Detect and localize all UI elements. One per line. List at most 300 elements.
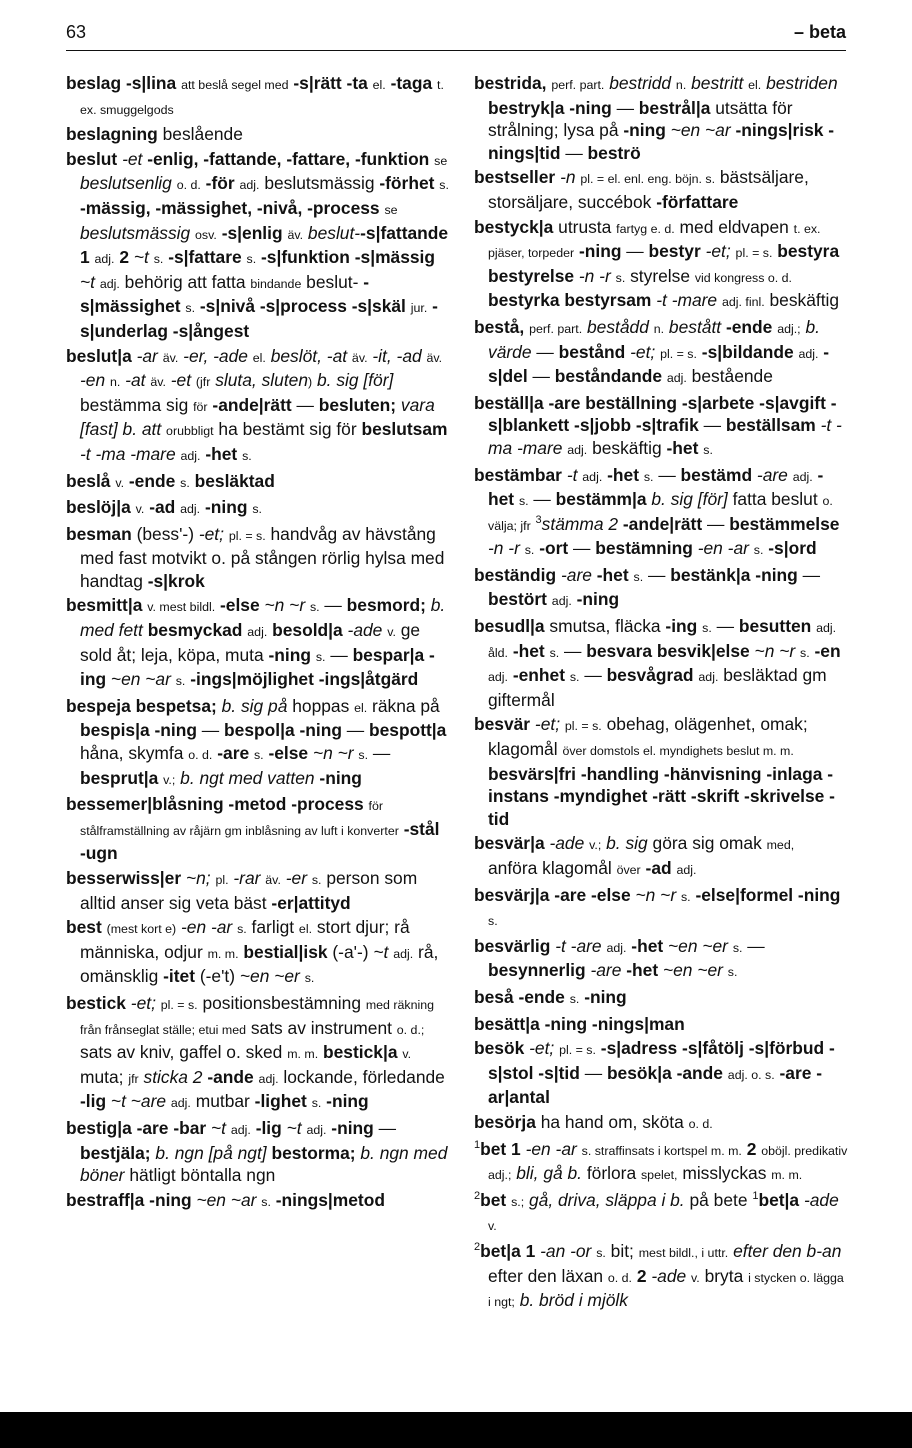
italic-text: -at	[125, 370, 146, 391]
headword-text: -s|adress -s|fåtölj -s|förbud -s|stol -s|tid	[488, 1038, 835, 1083]
headword-text: besold|a	[272, 620, 343, 641]
small-note-text: n.	[653, 321, 665, 336]
dictionary-entry	[474, 1037, 848, 1109]
small-note-text: s. straffinsats i kortspel m. m.	[581, 1143, 742, 1158]
headword-text: -s|krok	[147, 570, 205, 591]
headword-text: -s|bildande	[701, 341, 794, 362]
headword-text: -ings|möjlighet -ings|åtgärd	[190, 669, 419, 690]
headword-text: -else|formel -ning	[695, 884, 841, 905]
small-note-text: n.	[675, 78, 687, 92]
entry-text: sats av instrument	[246, 1017, 397, 1038]
headword-text: bestial|isk	[243, 941, 328, 962]
headword-text: -enhet	[512, 665, 566, 686]
headword-text: -s|mässighet	[80, 271, 370, 317]
headword-text: bessemer|blåsning -metod -process	[66, 794, 364, 815]
headword-text: bestämm|a	[555, 489, 647, 510]
homonym-number: 3	[535, 513, 542, 526]
small-note-text: jfr	[128, 1071, 139, 1086]
entry-text: farligt	[246, 917, 299, 938]
small-note-text: t. ex. pjäser, torpeder	[488, 221, 821, 261]
italic-text: -t -ma -mare	[80, 443, 176, 464]
italic-text: -are	[560, 564, 592, 585]
headword-text: bespol|a -ning	[224, 720, 342, 741]
headword-text: bestämbar	[474, 464, 562, 485]
italic-text: -an -or	[540, 1240, 592, 1261]
headword-text: -nings|metod	[275, 1189, 385, 1210]
entry-text: beslutsmässig	[259, 173, 380, 194]
italic-text: ~en ~ar	[670, 120, 731, 141]
entry-text: styrelse	[625, 265, 695, 286]
small-note-text: äv.	[351, 350, 368, 365]
headword-text: beså -ende	[474, 986, 565, 1007]
entry-text: hätligt böntalla ngn	[124, 1165, 276, 1186]
small-note-text: s.	[439, 178, 449, 193]
headword-text: beslut|a	[66, 345, 132, 366]
small-note-text: för	[193, 399, 208, 414]
small-note-text: s.	[309, 600, 320, 615]
small-note-text: adj.	[798, 346, 819, 361]
italic-text: -er	[285, 868, 307, 888]
italic-text: b. ngn [på ngt]	[155, 1142, 267, 1163]
small-note-text: v. mest bildl.	[147, 600, 216, 615]
small-note-text: s.	[185, 301, 196, 316]
entry-text: (-a'-)	[327, 941, 374, 962]
headword-text: beslut	[66, 148, 118, 169]
small-note-text: perf. part.	[551, 78, 605, 92]
headword-text: bestick|a	[323, 1042, 398, 1063]
entry-text: —	[579, 1062, 607, 1083]
entry-text: —	[797, 564, 821, 585]
headword-text: beslå	[66, 470, 111, 491]
small-note-text: (jfr	[195, 375, 211, 390]
headword-text: -het	[626, 960, 659, 981]
entry-text: —	[742, 935, 765, 956]
small-note-text: t. ex. smuggelgods	[80, 78, 444, 117]
small-note-text: o. d.	[188, 748, 213, 763]
small-note-text: s.	[311, 1096, 322, 1111]
entry-text: mutbar	[190, 1091, 255, 1112]
italic-text: -n	[560, 167, 576, 188]
entry-text: misslyckas	[677, 1163, 772, 1184]
headword-text: besläktad	[194, 470, 275, 491]
entry-text: handvåg av hävstång med fast motvikt o. på stången rörlig hylsa med handtag	[80, 523, 445, 591]
entry-text: —	[698, 415, 726, 436]
small-note-text: över	[616, 863, 641, 877]
headword-text: -taga	[390, 73, 433, 93]
entry-text: beskäftig	[764, 290, 840, 311]
small-note-text: pl. = s.	[735, 246, 773, 261]
headword-text: -s|del	[488, 341, 830, 387]
italic-text: -en	[80, 370, 106, 391]
small-note-text: jur.	[410, 301, 428, 316]
small-note-text: pl. = s.	[228, 528, 266, 543]
entry-text: göra sig omak	[647, 833, 767, 854]
scan-border	[0, 1412, 912, 1448]
entry-text: muta;	[80, 1066, 129, 1087]
headword-text: bestå,	[474, 316, 525, 337]
headword-text: -ning	[204, 497, 248, 518]
headword-text: bet|a	[758, 1189, 800, 1210]
italic-text: efter den b-an	[733, 1240, 842, 1261]
entry-text: (bess'-)	[131, 523, 199, 544]
italic-text: ~n;	[185, 868, 211, 888]
dictionary-entry	[474, 1138, 848, 1187]
dictionary-entry	[474, 1240, 848, 1314]
small-note-text: för stålframställning av råjärn gm inblåsning av luft i konverter	[80, 799, 399, 838]
small-note-text: äv.	[162, 350, 179, 365]
headword-text: -ende	[128, 470, 176, 491]
small-note-text: adj.	[582, 469, 603, 484]
italic-text: -rar	[233, 868, 261, 888]
small-note-text: s.	[315, 649, 326, 664]
entry-text: —	[653, 464, 681, 485]
headword-text: -het	[607, 464, 639, 485]
entry-text: hoppas	[287, 695, 355, 716]
italic-text: bestriden	[766, 73, 838, 93]
homonym-number: 2	[474, 1189, 481, 1202]
headword-text: -het	[512, 640, 545, 661]
entry-text: —	[711, 616, 739, 637]
entry-text: —	[528, 489, 556, 510]
small-note-text: pl. = s.	[160, 997, 198, 1012]
dictionary-entry	[66, 123, 450, 146]
italic-text: b. bröd i mjölk	[519, 1290, 628, 1311]
headword-text: 2	[119, 247, 130, 268]
small-note-text: orubbligt	[166, 424, 214, 439]
entry-text: —	[702, 513, 730, 534]
entry-text: håna, skymfa	[80, 743, 189, 764]
small-note-text: s.	[703, 442, 713, 457]
small-note-text: se	[434, 153, 448, 168]
entry-text: bit;	[605, 1240, 639, 1261]
entry-text: —	[560, 142, 588, 163]
headword-text: -het	[631, 935, 664, 956]
page-number: 63	[66, 22, 87, 42]
headword-text: besudl|a	[474, 616, 545, 637]
headword-text: besvärs|fri -handling -hänvisning -inlaga -instans -myndighet -rätt -skrift -skrivelse -tid	[488, 763, 835, 829]
dictionary-entry	[66, 470, 450, 495]
headword-text: beslöj|a	[66, 497, 131, 518]
headword-text: beslag	[66, 73, 122, 93]
small-note-text: s.	[488, 914, 498, 929]
small-note-text: s.	[569, 991, 580, 1006]
entry-text: ge sold åt; leja, köpa, muta	[80, 620, 421, 665]
entry-text: person som alltid anser sig veta bäst	[80, 868, 418, 913]
italic-text: b. ngt med vatten	[180, 767, 315, 788]
small-note-text: s.	[633, 569, 644, 584]
small-note-text: v.	[115, 475, 125, 490]
entry-text: sats av kniv, gaffel o. sked	[80, 1042, 288, 1063]
headword-text: bestryk|a -ning	[488, 97, 612, 118]
dictionary-entry	[66, 695, 450, 791]
headword-text: bestänk|a -ning	[670, 564, 798, 585]
small-note-text: adj.	[698, 670, 719, 685]
small-note-text: osv.	[195, 227, 217, 242]
small-note-text: el.	[354, 700, 368, 715]
small-note-text: över domstols el. myndighets beslut m. m.	[562, 744, 794, 759]
headword-text: besätt|a -ning -nings|man	[474, 1013, 685, 1034]
headword-text: -s|underlag -s|ångest	[80, 296, 438, 341]
headword-text: bespis|a -ning	[80, 720, 197, 741]
small-note-text: adj.	[258, 1071, 279, 1086]
italic-text: ~en ~ar	[110, 669, 171, 690]
dictionary-entry	[66, 793, 450, 865]
small-note-text: pl.	[215, 873, 229, 887]
small-note-text: el.	[748, 78, 762, 92]
headword-text: -mässig, -mässighet, -nivå, -process	[80, 197, 380, 218]
headword-text: bespar|a -ing	[80, 644, 435, 690]
headword-text: besmitt|a	[66, 595, 143, 616]
small-note-text: pl. = el. enl. eng. böjn. s.	[580, 172, 716, 187]
header-rule	[66, 50, 846, 51]
entry-text: rå, omänsklig	[80, 941, 439, 987]
small-note-text: el.	[372, 78, 386, 92]
dictionary-entry	[474, 464, 848, 562]
small-note-text: s.	[261, 1194, 271, 1209]
dictionary-entry	[474, 1013, 848, 1036]
entry-text: bestående	[686, 366, 773, 387]
small-note-text: s.	[518, 494, 529, 509]
entry-text: —	[325, 644, 353, 665]
headword-text: bestseller	[474, 167, 556, 188]
entry-text: lockande, förledande	[278, 1066, 445, 1087]
entry-text: beskäftig	[587, 437, 667, 458]
dictionary-entry	[474, 316, 848, 390]
italic-text: ~t	[286, 1117, 302, 1138]
italic-text: b. sig [för]	[317, 370, 394, 391]
italic-text: -et;	[630, 341, 656, 362]
small-note-text: adj.	[239, 178, 260, 193]
headword-text: -het	[488, 464, 824, 510]
entry-text: —	[291, 394, 319, 415]
entry-text: smutsa, fläcka	[544, 616, 666, 637]
italic-text: b. sig på	[221, 695, 288, 716]
italic-text: -are	[756, 464, 788, 485]
italic-text: -et;	[130, 992, 156, 1013]
italic-text: beslut-	[307, 222, 361, 243]
dictionary-entry	[474, 392, 848, 462]
entry-text: —	[373, 1117, 397, 1138]
headword-text: -ning	[319, 767, 362, 788]
headword-text: besluten;	[318, 394, 397, 415]
headword-text: bestick	[66, 992, 126, 1013]
headword-text: -het	[596, 564, 629, 585]
headword-text: -are -ar|antal	[488, 1062, 823, 1108]
italic-text: -ar	[136, 345, 158, 366]
italic-text: -ade	[347, 620, 383, 641]
small-note-text: adj.	[551, 594, 572, 609]
entry-text: anföra klagomål	[488, 858, 617, 878]
headword-text: bestyr	[648, 241, 701, 262]
italic-text: ~n ~r	[635, 884, 677, 905]
dictionary-entry	[66, 594, 450, 692]
entry-text: besläktad gm giftermål	[488, 665, 827, 710]
dictionary-entry	[474, 713, 848, 830]
headword-text: -ning	[578, 241, 622, 262]
small-note-text: äv.	[426, 350, 443, 365]
small-note-text: adj.	[180, 448, 201, 463]
headword-text: -författare	[656, 191, 739, 212]
dictionary-entry	[66, 1117, 450, 1187]
small-note-text: äv.	[150, 375, 166, 390]
dictionary-entry	[474, 72, 848, 164]
small-note-text: s.	[246, 252, 257, 267]
italic-text: b. sig	[606, 833, 648, 854]
italic-text: ~t ~are	[110, 1091, 167, 1112]
italic-text: -t -ma -mare	[488, 415, 842, 458]
headword-text: -stål -ugn	[80, 818, 440, 864]
headword-text: bestämning	[595, 538, 693, 559]
small-note-text: adj.	[666, 371, 687, 386]
headword-text: besynnerlig	[488, 960, 586, 981]
small-note-text: s.	[643, 469, 654, 484]
small-note-text: s.	[596, 1245, 606, 1260]
italic-text: ~n ~r	[312, 743, 354, 764]
headword-text: -nings|risk -nings|tid	[488, 120, 835, 163]
small-note-text: o. d.	[688, 1116, 713, 1131]
small-note-text: adj.	[306, 1122, 327, 1137]
headword-text: besvär|a	[474, 833, 545, 854]
small-note-text: adj.	[94, 252, 115, 267]
italic-text: -t -are	[555, 935, 602, 956]
headword-text: -s|nivå -s|process -s|skäl	[199, 296, 406, 317]
headword-text: -ende	[725, 316, 773, 337]
homonym-number: 1	[474, 1138, 481, 1151]
italic-text: stämma 2	[541, 513, 619, 534]
small-note-text: s.	[732, 940, 743, 955]
small-note-text: adj.	[606, 940, 627, 955]
guide-word: – beta	[793, 22, 846, 42]
small-note-text: vid kongress o. d.	[694, 270, 792, 285]
small-note-text: pl. = s.	[660, 346, 697, 361]
small-note-text: adj.	[230, 1122, 251, 1137]
small-note-text: se	[384, 202, 398, 217]
italic-text: vara [fast] b. att	[80, 394, 435, 440]
headword-text: besvärj|a -are -else	[474, 884, 631, 905]
dictionary-entry	[66, 148, 450, 343]
headword-text: -s|ord	[768, 538, 817, 559]
entry-text: beslut-	[301, 271, 364, 292]
italic-text: b. ngn med böner	[80, 1142, 448, 1186]
italic-text: -et;	[534, 714, 561, 735]
small-note-text: perf. part.	[529, 321, 583, 336]
entry-text: förlora	[582, 1163, 641, 1184]
headword-text: besök	[474, 1038, 525, 1059]
dictionary-entry	[474, 615, 848, 711]
entry-text: bästsäljare, storsäljare, succébok	[488, 167, 809, 212]
headword-text: bestrida,	[474, 73, 547, 93]
italic-text: ~t	[211, 1117, 227, 1138]
small-note-text: att beslå segel med	[181, 78, 289, 92]
headword-text: -s|fattande 1	[80, 222, 449, 268]
headword-text: bestyrka bestyrsam	[488, 290, 652, 311]
entry-text: räkna på	[367, 695, 440, 716]
headword-text: bestyck|a	[474, 216, 554, 237]
italic-text: b. värde	[488, 316, 820, 362]
small-note-text: s.;	[511, 1194, 525, 1209]
small-note-text: s.	[153, 252, 164, 267]
italic-text: -et	[170, 370, 192, 391]
entry-text: fatta beslut	[727, 489, 823, 510]
small-note-text: med,	[766, 838, 795, 853]
small-note-text: bindande	[250, 276, 302, 291]
headword-text: bestraff|a -ning	[66, 1189, 192, 1210]
italic-text: -er, -ade	[183, 345, 248, 366]
small-note-text: el.	[252, 350, 266, 365]
headword-text: besvågrad	[606, 665, 694, 686]
headword-text: beströ	[587, 142, 641, 163]
italic-text: bestådd	[586, 316, 649, 337]
italic-text: ~en ~er	[662, 960, 723, 981]
dictionary-entry	[474, 564, 848, 613]
dictionary-entry	[474, 216, 848, 314]
small-note-text: s.	[615, 270, 626, 285]
headword-text: besprut|a	[80, 767, 159, 788]
small-note-text: s.	[549, 645, 560, 660]
entry-text: bestämma sig	[80, 394, 194, 415]
small-note-text: s.	[524, 543, 535, 558]
italic-text: -t	[566, 464, 578, 485]
headword-text: -s|rätt -ta	[293, 73, 368, 93]
headword-text: -lighet	[254, 1091, 307, 1112]
italic-text: -et;	[705, 241, 731, 262]
small-note-text: adj. åld.	[488, 621, 837, 660]
left-column	[66, 72, 450, 1215]
small-note-text: v.	[691, 1270, 700, 1285]
entry-text: —	[611, 97, 639, 118]
dictionary-entry	[474, 1111, 848, 1136]
entry-text: —	[341, 720, 369, 741]
entry-text: efter den läxan	[488, 1265, 608, 1286]
headword-text: bet 1	[480, 1138, 521, 1159]
small-note-text: s.	[304, 971, 315, 986]
dictionary-entry	[474, 832, 848, 881]
headword-text: -enlig, -fattande, -fattare, -funktion	[147, 148, 430, 169]
small-note-text: s.	[237, 922, 247, 937]
small-note-text: s.	[180, 475, 190, 490]
small-note-text: äv.	[265, 873, 281, 887]
small-note-text: pl. = s.	[559, 1043, 596, 1058]
headword-text: -för	[205, 173, 235, 194]
small-note-text: med räkning från frånseglat ställe; etui med	[80, 997, 435, 1037]
small-note-text: s.	[242, 448, 252, 463]
small-note-text: adj.	[567, 442, 588, 457]
headword-text: -ing	[665, 616, 698, 637]
entry-text: bryta	[699, 1265, 749, 1286]
italic-text: beslutsenlig	[80, 173, 172, 194]
entry-text: beslående	[157, 124, 243, 145]
headword-text: -ort	[539, 538, 569, 559]
small-note-text: s.	[252, 502, 262, 517]
italic-text: -n -r	[578, 265, 611, 286]
small-note-text: n.	[109, 375, 121, 390]
italic-text: sticka 2	[143, 1066, 203, 1087]
dictionary-entry	[66, 916, 450, 990]
small-note-text: m. m.	[207, 946, 239, 961]
entry-text: (-e't)	[195, 966, 240, 987]
entry-text: stort djur; rå människa, odjur	[80, 917, 410, 962]
headword-text: beställsam	[725, 415, 816, 436]
entry-text: —	[527, 366, 555, 387]
small-note-text: v.	[135, 502, 145, 517]
headword-text: bestånd	[558, 341, 626, 362]
italic-text: -ade	[549, 833, 585, 854]
headword-text: besörja	[474, 1111, 536, 1132]
entry-text: utrusta	[553, 216, 617, 237]
small-note-text: s.	[253, 748, 264, 763]
headword-text: -förhet	[379, 173, 435, 194]
small-note-text: pl. = s.	[564, 719, 602, 734]
